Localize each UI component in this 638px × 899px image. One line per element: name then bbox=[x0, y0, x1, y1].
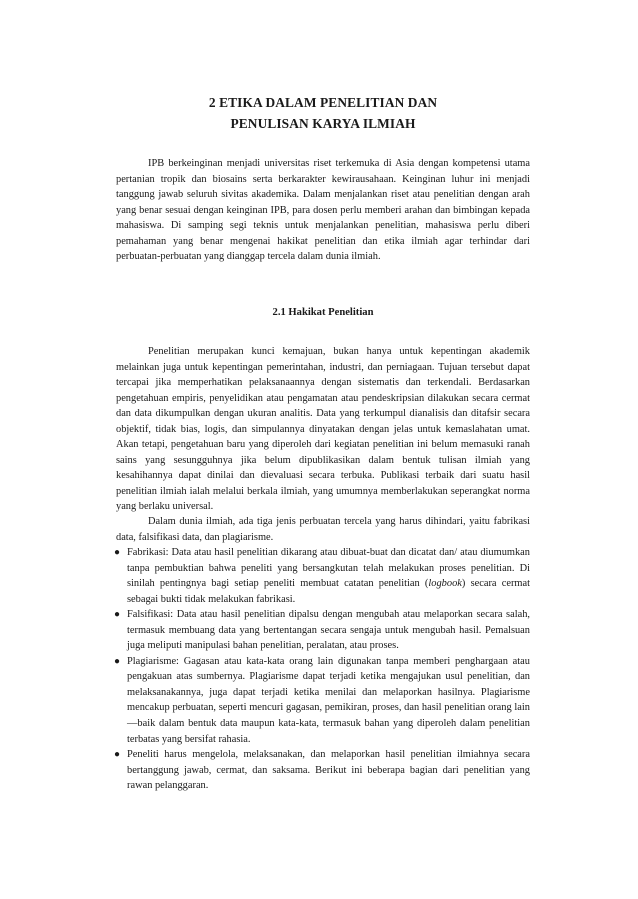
bullet-icon: ● bbox=[114, 655, 121, 667]
section-paragraph-2: Dalam dunia ilmiah, ada tiga jenis perbuatan tercela yang harus dihindari, yaitu fabrikasi data, falsifikasi data, dan plagiarisme. bbox=[116, 516, 530, 543]
list-item bbox=[116, 545, 530, 607]
intro-paragraph: IPB berkeinginan menjadi universitas riset terkemuka di Asia dengan kompetensi utama pertanian tropik dan biosains serta berkarakter kewirausahaan. Keinginan luhur ini menjadi tanggung jawab seluruh sivitas akademika. Dalam menjalankan riset atau penelitian dengan arah yang benar sesuai dengan keinginan IPB, para dosen perlu memberi arahan dan bimbingan kepada mahasiswa. Di samping segi teknis untuk menjalankan penelitian, mahasiswa perlu diberi pemahaman yang benar mengenai hakikat penelitian dan etika ilmiah agar terhindar dari perbuatan-perbuatan yang dianggap tercela dalam dunia ilmiah. bbox=[116, 158, 530, 263]
section-heading: 2.1 Hakikat Penelitian bbox=[272, 307, 374, 318]
bullet-suffix: ) secara cermat sebagai bukti tidak melakukan fabrikasi. bbox=[127, 578, 530, 605]
list-item bbox=[116, 607, 530, 654]
bullet-icon: ● bbox=[114, 609, 121, 621]
bullet-text bbox=[127, 547, 530, 605]
chapter-title-line-1: 2 ETIKA DALAM PENELITIAN DAN bbox=[208, 95, 438, 110]
chapter-title bbox=[116, 92, 530, 134]
bullet-italic: logbook bbox=[428, 578, 462, 590]
bullet-icon: ● bbox=[114, 749, 121, 761]
section-paragraph-1: Penelitian merupakan kunci kemajuan, bukan hanya untuk kepentingan akademik melainkan juga untuk kepentingan pemerintahan, industri, dan perniagaan. Tujuan tersebut dapat tercapai jika memperhatikan pelaksanaannya dengan sistematis dan terkendali. Berdasarkan pengetahuan empiris, penyelidikan atau pengamatan atau pendeskripsian dilakukan secara cermat dan data dikumpulkan dengan ukuran analitis. Data yang terkumpul dianalisis dan ditafsir secara objektif, tidak bias, logis, dan simpulannya dinyatakan dengan jelas untuk kemaslahatan umat. Akan tetapi, pengetahuan baru yang diperoleh dari kegiatan penelitian ini belum memasuki ranah sains yang sesungguhnya jika belum dipublikasikan dalam bentuk tulisan ilmiah yang kesahihannya dapat dinilai dan dievaluasi secara terbuka. Publikasi terbaik dari suatu hasil penelitian ilmiah ialah melalui berkala ilmiah, yang umumnya memberlakukan seperangkat norma yang berlaku universal. bbox=[116, 346, 530, 513]
list-item bbox=[116, 747, 530, 794]
bullet-text: Falsifikasi: Data atau hasil penelitian dipalsu dengan mengubah atau melaporkan secara salah, termasuk membuang data yang bertentangan secara sengaja untuk mengubah hasil. Pemalsuan juga meliputi manipulasi bahan penelitian, peralatan, atau proses. bbox=[127, 609, 530, 652]
bullet-list bbox=[116, 545, 530, 794]
chapter-title-line-2: PENULISAN KARYA ILMIAH bbox=[230, 116, 416, 131]
bullet-text: Peneliti harus mengelola, melaksanakan, dan melaporkan hasil penelitian ilmiahnya secara bertanggung jawab, cermat, dan saksama. Berikut ini beberapa bagian dari penelitian yang rawan pelanggaran. bbox=[127, 749, 530, 792]
bullet-prefix: Fabrikasi: Data atau hasil penelitian dikarang atau dibuat-buat dan dicatat dan/ atau diumumkan tanpa pembuktian bahwa peneliti yang bersangkutan telah melakukan proses penelitian. Di sinilah pentingnya bagi setiap peneliti membuat catatan penelitian ( bbox=[127, 547, 530, 590]
bullet-text: Plagiarisme: Gagasan atau kata-kata orang lain digunakan tanpa memberi penghargaan atau pengakuan atas sumbernya. Plagiarisme dapat terjadi ketika mengajukan usul penelitian, dan melaksanakannya, juga dapat terjadi ketika menilai dan melaporkan hasilnya. Plagiarisme mencakup perbuatan, seperti mencuri gagasan, pemikiran, proses, dan hasil penelitian orang lain—baik dalam bentuk data maupun kata-kata, termasuk bahan yang diperoleh dalam penelitian terbatas yang bersifat rahasia. bbox=[127, 655, 530, 745]
bullet-icon: ● bbox=[114, 547, 121, 558]
list-item bbox=[116, 654, 530, 747]
